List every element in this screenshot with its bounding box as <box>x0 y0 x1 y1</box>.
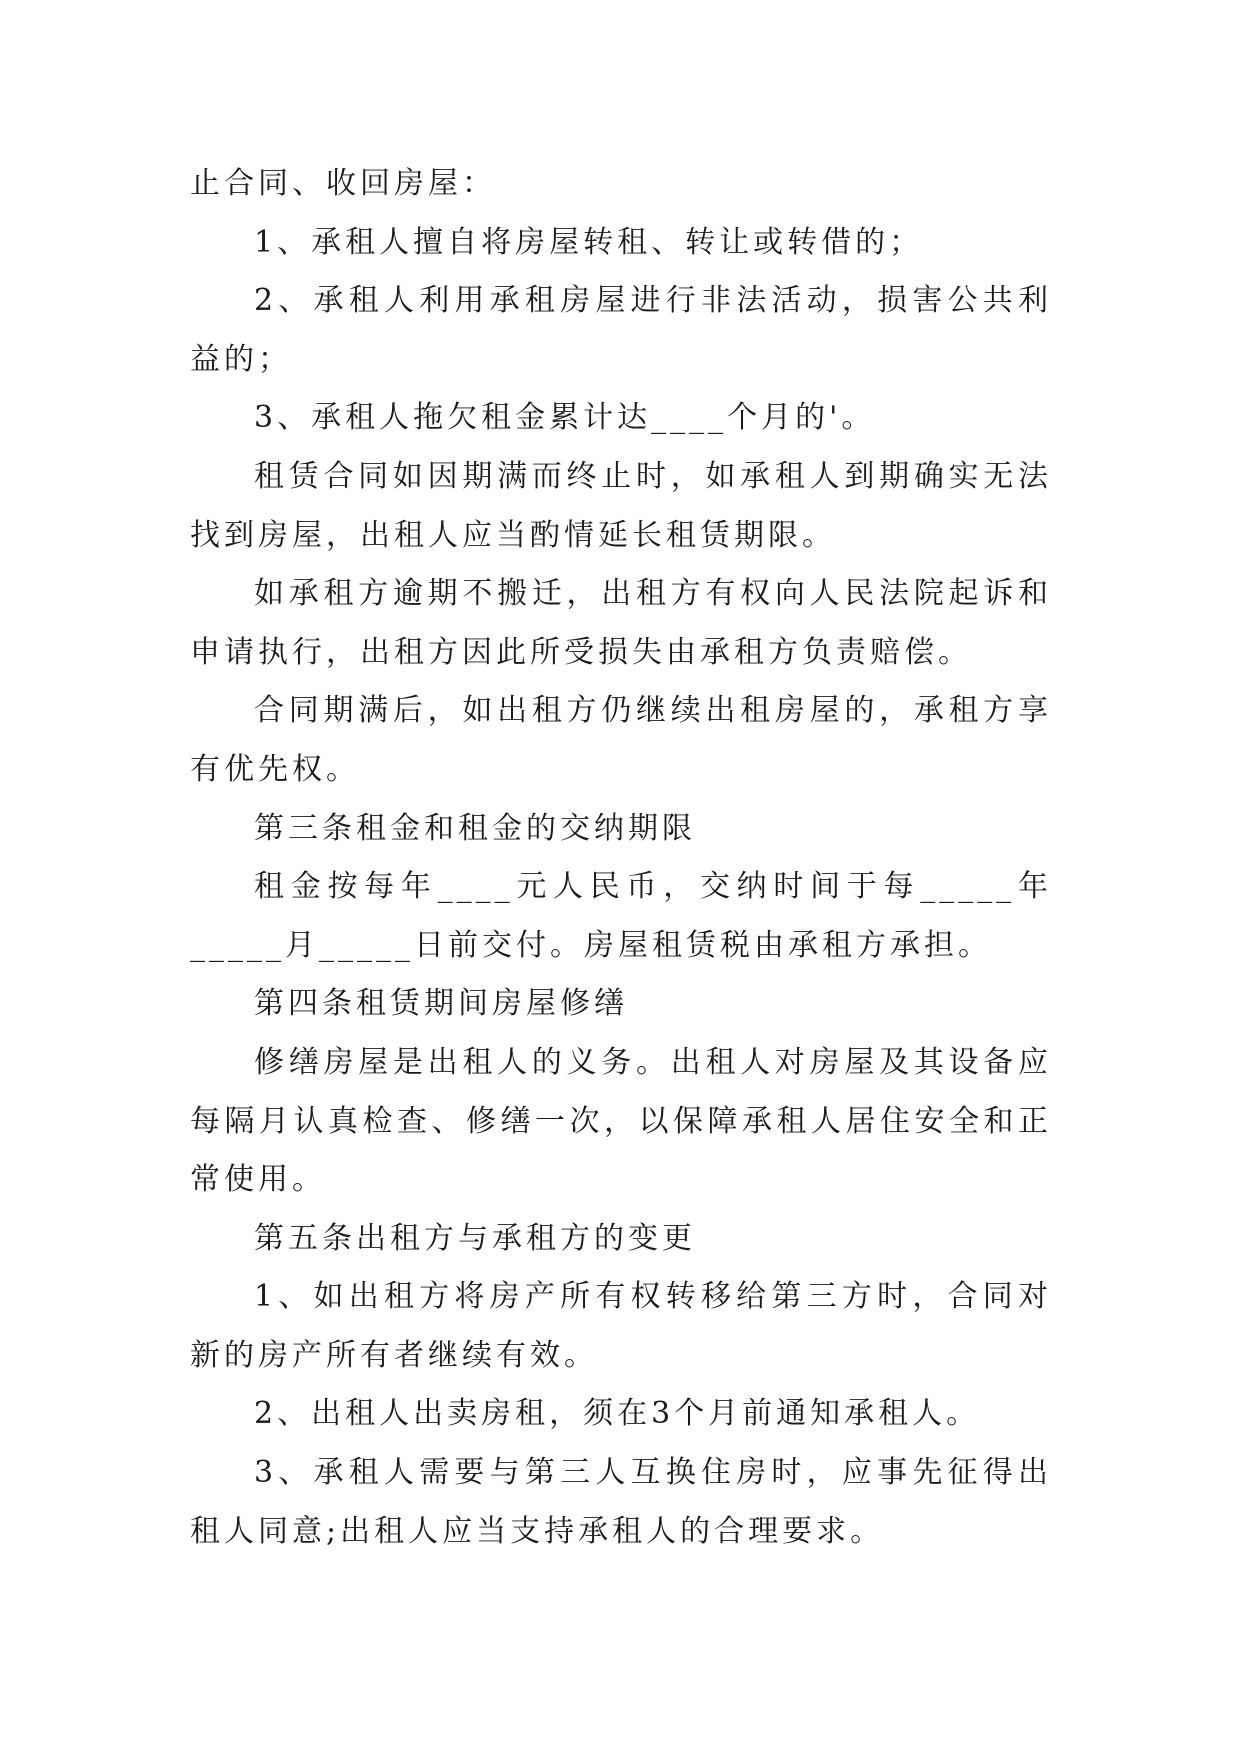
paragraph-lease-extension: 租赁合同如因期满而终止时，如承租人到期确实无法找到房屋，出租人应当酌情延长租赁期限。 <box>190 458 1052 553</box>
paragraph-change-item-3: 3、承租人需要与第三人互换住房时，应事先征得出租人同意;出租人应当支持承租人的合理要求。 <box>190 1455 1052 1549</box>
paragraph-overdue-moving: 如承租方逾期不搬迁，出租方有权向人民法院起诉和申请执行，出租方因此所受损失由承租方负责赔偿。 <box>190 576 1052 670</box>
article-4-heading: 第四条租赁期间房屋修缮 <box>254 986 628 1022</box>
paragraph-change-item-2: 2、出租人出卖房租，须在3个月前通知承租人。 <box>254 1396 981 1432</box>
paragraph-rent-terms: 租金按每年____元人民币，交纳时间于每_____年_____月_____日前交付。房屋租赁税由承租方承担。 <box>190 869 1052 963</box>
article-5-heading: 第五条出租方与承租方的变更 <box>254 1220 696 1256</box>
paragraph-change-item-1: 1、如出租方将房产所有权转移给第三方时，合同对新的房产所有者继续有效。 <box>190 1279 1052 1373</box>
paragraph-repair-duty: 修缮房屋是出租人的义务。出租人对房屋及其设备应每隔月认真检查、修缮一次，以保障承租人居住安全和正常使用。 <box>190 1044 1052 1198</box>
paragraph-item-2: 2、承租人利用承租房屋进行非法活动，损害公共利益的； <box>190 283 1052 377</box>
document-body <box>190 155 1052 1561</box>
article-3-heading: 第三条租金和租金的交纳期限 <box>254 810 696 846</box>
paragraph-item-1: 1、承租人擅自将房屋转租、转让或转借的； <box>254 224 924 260</box>
paragraph-priority-right: 合同期满后，如出租方仍继续出租房屋的，承租方享有优先权。 <box>190 693 1052 787</box>
paragraph-continuation: 止合同、收回房屋： <box>190 166 496 201</box>
paragraph-item-3: 3、承租人拖欠租金累计达____个月的'。 <box>254 400 876 436</box>
